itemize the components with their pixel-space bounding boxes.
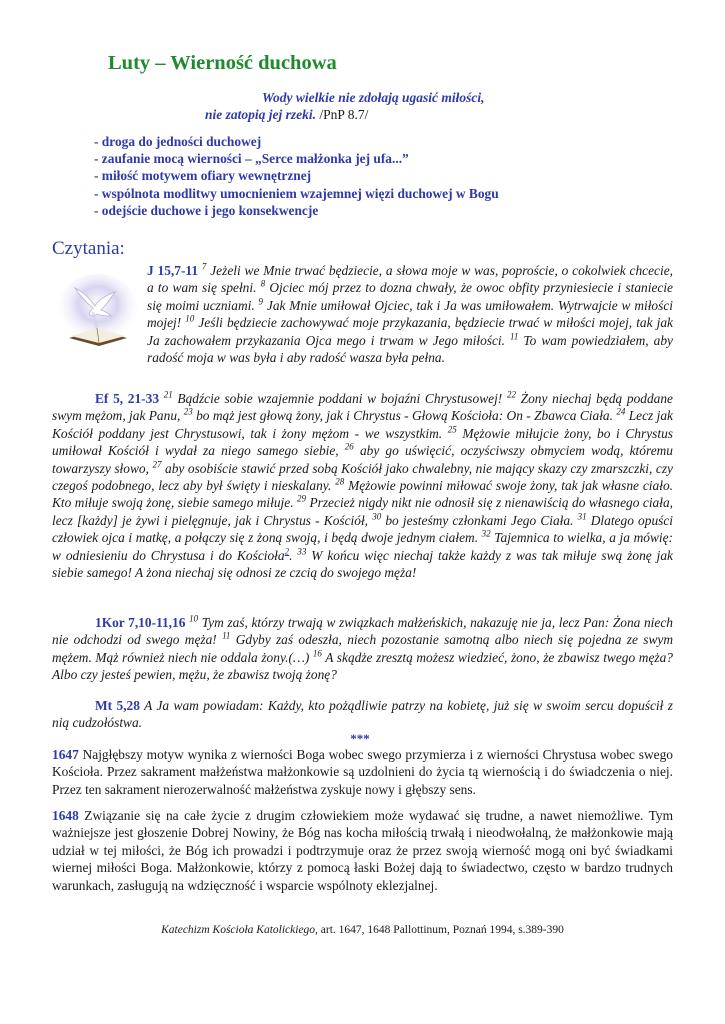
- ccc-1647: [52, 746, 673, 798]
- verse-number: 8: [260, 278, 266, 289]
- verse-text: Jak Mnie umiłował Ojciec, tak i Ja was umiłowałem. Wytrwajcie w miłości mojej!: [147, 297, 673, 331]
- theme-item: - droga do jedności duchowej: [94, 134, 262, 149]
- verse-number: 26: [344, 441, 354, 452]
- paragraph-number: 1647: [52, 747, 79, 762]
- verse-text: Żony niechaj będą poddane swym mężom, jak Panu,: [52, 391, 673, 424]
- verse-text: A Ja wam powiadam: Każdy, kto pożądliwie patrzy na kobietę, już się w swoim sercu dopuścił z nią cudzołóstwa.: [52, 698, 673, 731]
- verse-text: Dlatego opuści człowiek ojca i matkę, a połączy się z żoną swoją, i będą dwoje jednym ciałem.: [52, 512, 674, 546]
- verse-text: Tajemnica to wielka, a ja mówię: w odniesieniu do Chrystusa i do Kościoła: [52, 530, 673, 563]
- motto-text-2: nie zatopią jej rzeki.: [205, 107, 316, 122]
- page-title: Luty – Wierność duchowa: [108, 52, 337, 74]
- reading-1kor7: [52, 614, 673, 684]
- verse-number: 32: [481, 528, 491, 539]
- verse-text: To wam powiedziałem, aby radość moja w was była i aby radość wasza była pełna.: [147, 332, 673, 366]
- verse-number: 7: [201, 261, 207, 272]
- motto-line-2: [205, 107, 368, 123]
- verse-text: bo mąż jest głową żony, jak i Chrystus - Głową Kościoła: On - Zbawca Ciała.: [192, 408, 617, 424]
- verse-text: aby go uświęcić, oczyściwszy obmyciem wodą, któremu towarzyszy słowo,: [52, 443, 673, 476]
- verse-number: 30: [372, 511, 382, 522]
- paragraph-text: Związanie się na całe życie z drugim człowiekiem może wydawać się trudne, a nawet niemożliwe. Tym ważniejsze jest głoszenie Dobrej Nowiny, że Bóg nas kocha miłością trwałą i nieodwołalną, że małżonkowie mają udział w tej miłości, że Bóg ich prowadzi i podtrzymuje oraz że przez swoją wierność mogą oni być świadkami wiernej miłości Boga. Małżonkowie, którzy z pomocą łaski Bożej dają to świadectwo, często w bardzo trudnych warunkach, zasługują na wdzięczność i wsparcie wspólnoty eklezjalnej.: [52, 808, 673, 893]
- motto-text-1: Wody wielkie nie zdołają ugasić miłości,: [262, 90, 485, 105]
- verse-number: 27: [152, 459, 162, 470]
- theme-item: - odejście duchowe i jego konsekwencje: [94, 202, 319, 218]
- reading-reference: Ef 5, 21-33: [95, 391, 160, 406]
- reading-reference: Mt 5,28: [95, 698, 140, 713]
- verse-number: 31: [577, 511, 587, 522]
- theme-item: - wspólnota modlitwy umocnieniem wzajemnej więzi duchowej w Bogu: [94, 185, 499, 201]
- footnote-link[interactable]: 2: [284, 546, 290, 557]
- verse-text: Jeżeli we Mnie trwać będziecie, a słowa moje w was, poproście, o cokolwiek chcecie, a to wam się spełni.: [147, 263, 673, 296]
- verse-text: Tym zaś, którzy trwają w związkach małżeńskich, nakazuję nie ja, lecz Pan: Żona niech nie odchodzi od swego męża!: [52, 615, 673, 648]
- verse-text: aby osobiście stawić przed sobą Kościół jako chwalebny, nie mający skazy czy zmarszczki, czy czegoś podobnego, lecz aby był święty i nieskalany.: [52, 460, 673, 494]
- source-citation: [0, 924, 725, 936]
- verse-number: 10: [185, 313, 195, 324]
- verse-text: W końcu więc niechaj także każdy z was tak miłuje swą żonę jak siebie samego! A żona niechaj się odnosi ze czcią do swojego męża!: [52, 547, 673, 581]
- verse-number: 22: [506, 389, 516, 400]
- verse-text: Ojciec mój przez to dozna chwały, że owoc obfity przyniesiecie i staniecie się moimi uczniami.: [147, 280, 673, 313]
- verse-text: A skądże zresztą możesz wiedzieć, żono, że zbawisz twego męża? Albo czy jesteś pewien, mężu, że zbawisz twoją żonę?: [52, 649, 673, 683]
- verse-text: bo jesteśmy członkami Jego Ciała.: [381, 512, 578, 528]
- verse-number: 11: [510, 331, 519, 342]
- verse-text: Gdyby zaś odeszła, niech pozostanie samotną albo niech się pojedna ze swym mężem. Mąż również niech nie oddala żony.(…): [52, 632, 673, 665]
- verse-text: Jeśli będziecie zachowywać moje przykazania, będziecie trwać w miłości mojej, tak jak Ja zachowałem przykazania Ojca mego i trwam w Jego miłości.: [147, 315, 673, 348]
- verse-number: 9: [258, 296, 264, 307]
- section-separator: ***: [350, 731, 370, 746]
- verse-number: 33: [297, 546, 307, 557]
- theme-item: - zaufanie mocą wierności – „Serce małżonka jej ufa...”: [94, 151, 409, 167]
- verse-number: 11: [222, 630, 231, 641]
- verse-number: 25: [447, 424, 457, 435]
- verse-text: Przecież nigdy nikt nie odnosił się z nienawiścią do własnego ciała, lecz [każdy] je żywi i pielęgnuje, jak i Chrystus - Kościół,: [52, 495, 673, 528]
- reading-reference: 1Kor 7,10-11,16: [95, 615, 186, 630]
- reading-j15-top: [147, 261, 673, 366]
- motto-line-1: [262, 90, 485, 106]
- reading-mt5: [52, 697, 673, 732]
- theme-list: [94, 133, 499, 219]
- reading-ef5: Ef 5, 21-33 $^{21}$ Bądźcie sobie wzajemnie poddani w bojaźni Chrystusowej! $^{22}$ Żony niechaj będą poddane swym mężom, jak Panu, $^{23}$ bo mąż jest głową żony, jak i Chrystus - Głową Kościoła: On - Zbawca Ciała. $^{24}$ Lecz jak Kościół poddany jest Chrystusowi, tak i żony mężom - we wszystkim. $^{25}$ Mężowie miłujcie żony, bo i Chrystus umiłował Kościół i wydał za niego samego siebie, $^{26}$ aby go uświęcić, oczyściwszy obmyciem wodą, któremu towarzyszy słowo, $^{27}$ aby osobiście stawić przed sobą Kościół jako chwalebny, nie mający skazy czy zmarszczki, czy czegoś podobnego, lecz aby był święty i nieskalany. $^{28}$ Mężowie powinni miłować swoje żony, tak jak własne ciało. Kto miłuje swoją żonę, siebie samego miłuje. $^{29}$ Przecież nigdy nikt nie odnosił się z nienawiścią do własnego ciała, lecz [każdy] je żywi i pielęgnuje, jak i Chrystus - Kościół, $^{30}$ bo jesteśmy członkami Jego Ciała. $^{31}$ Dlatego opuści człowiek ojca i matkę, a połączy się z żoną swoją, i będą dwoje jednym ciałem. $^{32}$ Tajemnica to wielka, a ja mówię: w odniesieniu do Chrystusa i do Kościoła$^2$. $^{33}$ W końcu więc niechaj także każdy z was tak miłuje swą żonę jak siebie samego! A żona niechaj się odnosi ze czcią do swojego męża!: [52, 389, 674, 581]
- verse-number: 28: [335, 476, 345, 487]
- verse-text: Mężowie miłujcie żony, bo i Chrystus umiłował Kościół i wydał za niego samego siebie,: [52, 425, 673, 459]
- verse-number: 24: [616, 406, 626, 417]
- verse-number: 21: [163, 389, 173, 400]
- verse-number: 16: [312, 648, 322, 659]
- ccc-1648: [52, 807, 673, 894]
- source-details: , art. 1647, 1648 Pallottinum, Poznań 1994, s.389-390: [315, 924, 564, 936]
- readings-heading: Czytania:: [52, 238, 125, 259]
- verse-number: 29: [297, 493, 307, 504]
- reading-reference: J 15,7-11: [147, 263, 199, 278]
- paragraph-text: Najgłębszy motyw wynika z wierności Boga wobec swego przymierza i z wierności Chrystusa wobec swego Kościoła. Przez sakrament małżeństwa małżonkowie są uzdolnieni do życia tą wiernością i do świadczenia o niej. Przez ten sakrament nierozerwalność małżeństwa zyskuje nowy i głębszy sens.: [52, 747, 673, 797]
- motto-reference: /PnP 8.7/: [316, 107, 369, 122]
- theme-item: - miłość motywem ofiary wewnętrznej: [94, 168, 312, 184]
- verse-text: Bądźcie sobie wzajemnie poddani w bojaźni Chrystusowej!: [172, 391, 507, 406]
- paragraph-number: 1648: [52, 808, 79, 823]
- dove-bible-icon: [55, 272, 141, 352]
- verse-text: Mężowie powinni miłować swoje żony, tak jak własne ciało. Kto miłuje swoją żonę, siebie samego miłuje.: [52, 478, 673, 511]
- source-title: Katechizm Kościoła Katolickiego: [161, 924, 316, 936]
- verse-text: Lecz jak Kościół poddany jest Chrystusowi, tak i żony mężom - we wszystkim.: [52, 408, 673, 441]
- verse-number: 10: [189, 613, 199, 624]
- verse-number: 23: [183, 406, 193, 417]
